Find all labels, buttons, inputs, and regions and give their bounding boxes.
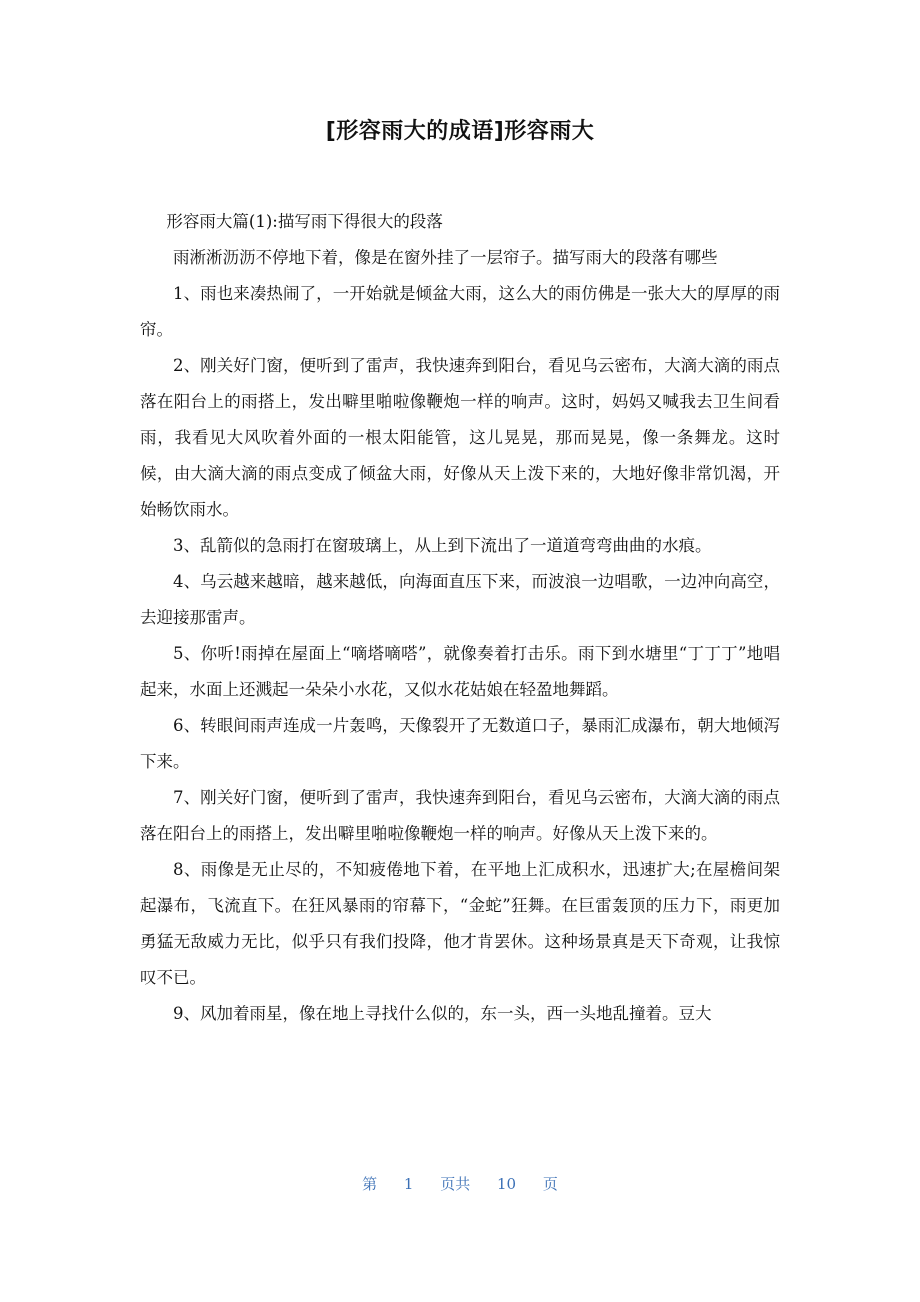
paragraph: 6、转眼间雨声连成一片轰鸣，天像裂开了无数道口子，暴雨汇成瀑布，朝大地倾泻下来。 (140, 716, 780, 771)
paragraph: 8、雨像是无止尽的，不知疲倦地下着，在平地上汇成积水，迅速扩大;在屋檐间架起瀑布，飞流直下。在狂风暴雨的帘幕下，“金蛇”狂舞。在巨雷轰顶的压力下，雨更加勇猛无敌威力无比，似乎只有我们投降，他才肯罢休。这种场景真是天下奇观，让我惊叹不已。 (140, 860, 780, 987)
paragraph: 9、风加着雨星，像在地上寻找什么似的，东一头，西一头地乱撞着。豆大 (173, 1004, 712, 1023)
footer-middle: 页共 (440, 1175, 471, 1193)
document-title: [形容雨大的成语]形容雨大 (325, 119, 595, 144)
paragraph: 5、你听!雨掉在屋面上“嘀塔嘀嗒”，就像奏着打击乐。雨下到水塘里“丁丁丁”地唱起来，水面上还溅起一朵朵小水花，又似水花姑娘在轻盈地舞蹈。 (140, 644, 780, 699)
paragraph: 雨淅淅沥沥不停地下着，像是在窗外挂了一层帘子。描写雨大的段落有哪些 (173, 248, 718, 267)
paragraph: 4、乌云越来越暗，越来越低，向海面直压下来，而波浪一边唱歌，一边冲向高空，去迎接那雷声。 (140, 572, 780, 627)
paragraph: 2、刚关好门窗，便听到了雷声，我快速奔到阳台，看见乌云密布，大滴大滴的雨点落在阳台上的雨搭上，发出噼里啪啦像鞭炮一样的响声。这时，妈妈又喊我去卫生间看雨，我看见大风吹着外面的一根太阳能管，这儿晃晃，那而晃晃，像一条舞龙。这时候，由大滴大滴的雨点变成了倾盆大雨，好像从天上泼下来的，大地好像非常饥渴，开始畅饮雨水。 (140, 356, 780, 519)
document-body (140, 204, 780, 1032)
total-pages-number: 10 (497, 1175, 517, 1193)
paragraph: 1、雨也来凑热闹了，一开始就是倾盆大雨，这么大的雨仿佛是一张大大的厚厚的雨帘。 (140, 284, 780, 339)
footer-prefix: 第 (362, 1175, 378, 1193)
section-heading: 形容雨大篇(1):描写雨下得很大的段落 (166, 212, 443, 231)
current-page-number: 1 (403, 1175, 414, 1193)
paragraph: 7、刚关好门窗，便听到了雷声，我快速奔到阳台，看见乌云密布，大滴大滴的雨点落在阳台上的雨搭上，发出噼里啪啦像鞭炮一样的响声。好像从天上泼下来的。 (140, 788, 780, 843)
footer-suffix: 页 (542, 1175, 558, 1193)
page-footer (0, 1173, 920, 1194)
paragraph: 3、乱箭似的急雨打在窗玻璃上，从上到下流出了一道道弯弯曲曲的水痕。 (173, 536, 712, 555)
